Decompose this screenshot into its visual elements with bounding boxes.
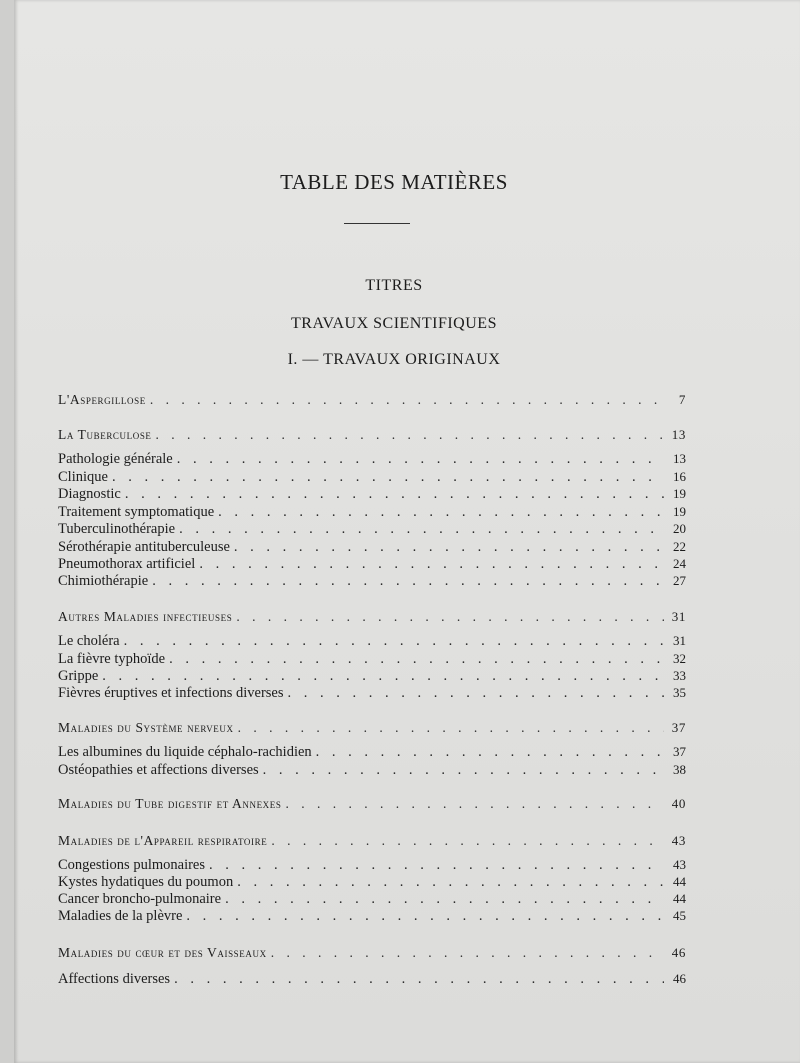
toc-leader-dots <box>259 761 664 779</box>
toc-leader-dots <box>98 667 664 685</box>
toc-category-entry <box>58 832 686 850</box>
toc-page-number: 33 <box>673 668 686 683</box>
toc-category-entry <box>58 944 686 962</box>
toc-entry <box>58 856 686 874</box>
toc-entry-label: Maladies de l'Appareil respiratoire <box>58 833 268 848</box>
toc-entry-label: Affections diverses <box>58 971 171 987</box>
toc-entry-label: Clinique <box>58 469 108 485</box>
toc-entry-label: Sérothérapie antituberculeuse <box>58 539 230 555</box>
toc-entry-label: Pneumothorax artificiel <box>58 556 196 572</box>
toc-leader-dots <box>267 832 664 850</box>
toc-entry-label: Le choléra <box>58 633 120 649</box>
toc-entry <box>58 907 686 925</box>
toc-leader-dots <box>152 426 664 444</box>
toc-category-entry <box>58 426 686 444</box>
toc-page-number: 24 <box>673 556 686 571</box>
toc-leader-dots <box>281 795 664 813</box>
toc-entry <box>58 970 686 988</box>
toc-page-number: 40 <box>671 796 686 811</box>
toc-leader-dots <box>182 907 664 925</box>
toc-entry <box>58 503 686 521</box>
toc-entry-label: Traitement symptomatique <box>58 504 215 520</box>
toc-page-number: 38 <box>673 762 686 777</box>
toc-page-number: 37 <box>671 720 686 735</box>
toc-category-entry <box>58 719 686 737</box>
toc-page-number: 27 <box>673 573 686 588</box>
toc-leader-dots <box>221 890 664 908</box>
toc-page-number: 46 <box>671 945 686 960</box>
toc-entry <box>58 450 686 468</box>
page-title: TABLE DES MATIÈRES <box>280 170 508 194</box>
toc-leader-dots <box>232 608 664 626</box>
toc-entry <box>58 684 686 702</box>
toc-leader-dots <box>195 555 664 573</box>
toc-entry <box>58 667 686 685</box>
toc-leader-dots <box>173 450 664 468</box>
toc-leader-dots <box>121 485 664 503</box>
toc-entry-label: L'Aspergillose <box>58 392 146 407</box>
toc-page-number: 31 <box>671 609 686 624</box>
toc-entry-label: Ostéopathies et affections diverses <box>58 762 259 778</box>
toc-entry-label: Cancer broncho-pulmonaire <box>58 891 222 907</box>
section-title: TITRES <box>365 277 423 294</box>
toc-leader-dots <box>267 944 664 962</box>
toc-page-number: 44 <box>673 874 686 889</box>
toc-entry-label: Maladies du Tube digestif et Annexes <box>58 796 282 811</box>
toc-entry-label: Maladies de la plèvre <box>58 908 183 924</box>
toc-entry <box>58 468 686 486</box>
toc-entry-label: Chimiothérapie <box>58 573 149 589</box>
toc-page-number: 7 <box>678 392 686 407</box>
toc-entry-label: La Tuberculose <box>58 427 152 442</box>
document-page <box>14 0 800 1063</box>
toc-leader-dots <box>234 719 664 737</box>
toc-leader-dots <box>148 572 664 590</box>
toc-leader-dots <box>233 873 664 891</box>
toc-entry <box>58 538 686 556</box>
part-title: I. — TRAVAUX ORIGINAUX <box>287 351 501 368</box>
toc-page-number: 16 <box>673 469 686 484</box>
toc-entry <box>58 485 686 503</box>
subsection-title: TRAVAUX SCIENTIFIQUES <box>291 315 497 332</box>
toc-page-number: 35 <box>673 685 686 700</box>
toc-page-number: 13 <box>671 427 686 442</box>
toc-page-number: 32 <box>673 651 686 666</box>
toc-leader-dots <box>284 684 665 702</box>
toc-entry-label: Congestions pulmonaires <box>58 857 206 873</box>
toc-page-number: 13 <box>673 451 686 466</box>
toc-entry <box>58 743 686 761</box>
toc-entry <box>58 650 686 668</box>
toc-leader-dots <box>312 743 664 761</box>
toc-leader-dots <box>170 970 664 988</box>
toc-page-number: 44 <box>673 891 686 906</box>
toc-entry <box>58 555 686 573</box>
toc-entry <box>58 873 686 891</box>
toc-page-number: 46 <box>673 971 686 986</box>
toc-category-entry <box>58 608 686 626</box>
toc-leader-dots <box>230 538 664 556</box>
toc-leader-dots <box>120 632 664 650</box>
toc-leader-dots <box>108 468 664 486</box>
toc-leader-dots <box>175 520 664 538</box>
toc-page-number: 43 <box>671 833 686 848</box>
toc-page-number: 19 <box>673 486 686 501</box>
toc-page-number: 43 <box>673 857 686 872</box>
toc-page-number: 20 <box>673 521 686 536</box>
toc-entry <box>58 761 686 779</box>
toc-entry-label: Autres Maladies infectieuses <box>58 609 233 624</box>
toc-page-number: 45 <box>673 908 686 923</box>
toc-entry-label: Maladies du cœur et des Vaisseaux <box>58 945 267 960</box>
toc-page-number: 19 <box>673 504 686 519</box>
toc-category-entry <box>58 795 686 813</box>
toc-entry <box>58 632 686 650</box>
toc-entry <box>58 890 686 908</box>
toc-entry-label: Kystes hydatiques du poumon <box>58 874 234 890</box>
toc-entry-label: Fièvres éruptives et infections diverses <box>58 685 284 701</box>
title-divider <box>344 223 410 224</box>
toc-leader-dots <box>146 391 664 409</box>
toc-entry <box>58 520 686 538</box>
toc-page-number: 31 <box>673 633 686 648</box>
toc-entry <box>58 572 686 590</box>
toc-entry-label: Diagnostic <box>58 486 121 502</box>
toc-leader-dots <box>165 650 664 668</box>
toc-page-number: 37 <box>673 744 686 759</box>
toc-entry-label: La fièvre typhoïde <box>58 651 166 667</box>
toc-entry-label: Pathologie générale <box>58 451 173 467</box>
toc-entry-label: Grippe <box>58 668 99 684</box>
toc-category-entry <box>58 391 686 409</box>
toc-entry-label: Tuberculinothérapie <box>58 521 176 537</box>
toc-page-number: 22 <box>673 539 686 554</box>
toc-leader-dots <box>214 503 664 521</box>
toc-entry-label: Maladies du Système nerveux <box>58 720 234 735</box>
toc-entry-label: Les albumines du liquide céphalo-rachidien <box>58 744 312 760</box>
toc-leader-dots <box>205 856 664 874</box>
